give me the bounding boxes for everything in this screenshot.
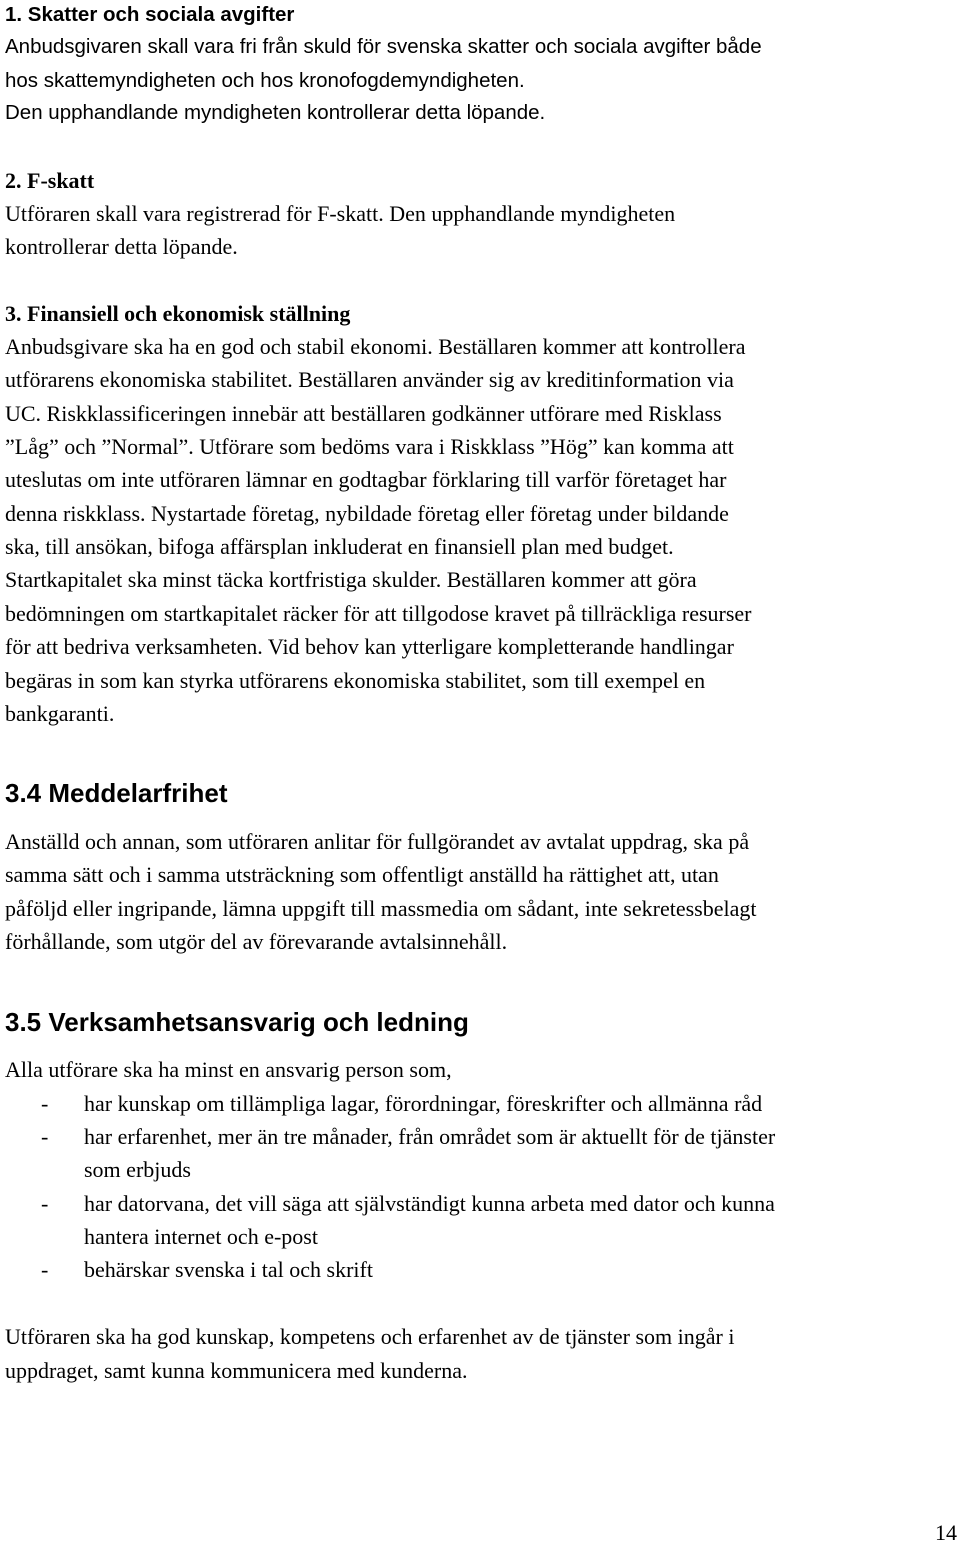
section-3-line: bedömningen om startkapitalet räcker för att tillgodose kravet på tillräckliga resurser xyxy=(5,601,752,626)
section-3-5-heading: 3.5 Verksamhetsansvarig och ledning xyxy=(5,1007,469,1037)
bullet-text: har erfarenhet, mer än tre månader, från området som är aktuellt för de tjänster xyxy=(84,1124,776,1149)
bullet-text: har kunskap om tillämpliga lagar, förordningar, föreskrifter och allmänna råd xyxy=(84,1091,763,1116)
section-3-line: begäras in som kan styrka utförarens ekonomiska stabilitet, som till exempel en xyxy=(5,668,706,693)
section-3-line: uteslutas om inte utföraren lämnar en godtagbar förklaring till varför företaget har xyxy=(5,467,727,492)
section-1-line: Den upphandlande myndigheten kontrollerar detta löpande. xyxy=(5,101,546,124)
bullet-marker: - xyxy=(41,1191,49,1216)
section-3-line: ”Låg” och ”Normal”. Utförare som bedöms vara i Riskklass ”Hög” kan komma att xyxy=(5,434,734,459)
section-3-line: bankgaranti. xyxy=(5,701,115,726)
bullet-marker: - xyxy=(41,1124,49,1149)
section-3-4-line: påföljd eller ingripande, lämna uppgift till massmedia om sådant, inte sekretessbelagt xyxy=(5,896,757,921)
section-3-5-closing-line: Utföraren ska ha god kunskap, kompetens och erfarenhet av de tjänster som ingår i xyxy=(5,1324,735,1349)
bullet-text: har datorvana, det vill säga att självständigt kunna arbeta med dator och kunna xyxy=(84,1191,775,1216)
section-1-heading: 1. Skatter och sociala avgifter xyxy=(5,3,295,26)
section-3-4-line: Anställd och annan, som utföraren anlitar för fullgörandet av avtalat uppdrag, ska på xyxy=(5,829,750,854)
section-1-line: Anbudsgivaren skall vara fri från skuld för svenska skatter och sociala avgifter både xyxy=(5,35,762,58)
section-3-4-line: förhållande, som utgör del av förevarande avtalsinnehåll. xyxy=(5,929,508,954)
section-2-heading: 2. F-skatt xyxy=(5,168,95,193)
section-2-line: Utföraren skall vara registrerad för F-skatt. Den upphandlande myndigheten xyxy=(5,201,676,226)
section-3-4-heading: 3.4 Meddelarfrihet xyxy=(5,778,228,808)
section-3-line: Anbudsgivare ska ha en god och stabil ekonomi. Beställaren kommer att kontrollera xyxy=(5,334,746,359)
page-number: 14 xyxy=(935,1520,957,1545)
bullet-text: behärskar svenska i tal och skrift xyxy=(84,1257,373,1282)
section-2-line: kontrollerar detta löpande. xyxy=(5,234,238,259)
bullet-marker: - xyxy=(41,1257,49,1282)
bullet-text: hantera internet och e-post xyxy=(84,1224,318,1249)
bullet-text: som erbjuds xyxy=(84,1157,191,1182)
section-3-line: för att bedriva verksamheten. Vid behov kan ytterligare kompletterande handlingar xyxy=(5,634,734,659)
section-1-line: hos skattemyndigheten och hos kronofogdemyndigheten. xyxy=(5,69,525,92)
section-3-heading: 3. Finansiell och ekonomisk ställning xyxy=(5,301,351,326)
section-3-line: Startkapitalet ska minst täcka kortfristiga skulder. Beställaren kommer att göra xyxy=(5,567,697,592)
section-3-5-intro: Alla utförare ska ha minst en ansvarig person som, xyxy=(5,1057,452,1082)
section-3-4-line: samma sätt och i samma utsträckning som offentligt anställd ha rättighet att, utan xyxy=(5,862,719,887)
section-3-5-closing-line: uppdraget, samt kunna kommunicera med kunderna. xyxy=(5,1358,468,1383)
section-3-line: ska, till ansökan, bifoga affärsplan inkluderat en finansiell plan med budget. xyxy=(5,534,674,559)
section-3-line: denna riskklass. Nystartade företag, nybildade företag eller företag under bildande xyxy=(5,501,729,526)
bullet-marker: - xyxy=(41,1091,49,1116)
section-3-line: utförarens ekonomiska stabilitet. Beställaren använder sig av kreditinformation via xyxy=(5,367,734,392)
section-3-line: UC. Riskklassificeringen innebär att beställaren godkänner utförare med Risklass xyxy=(5,401,722,426)
